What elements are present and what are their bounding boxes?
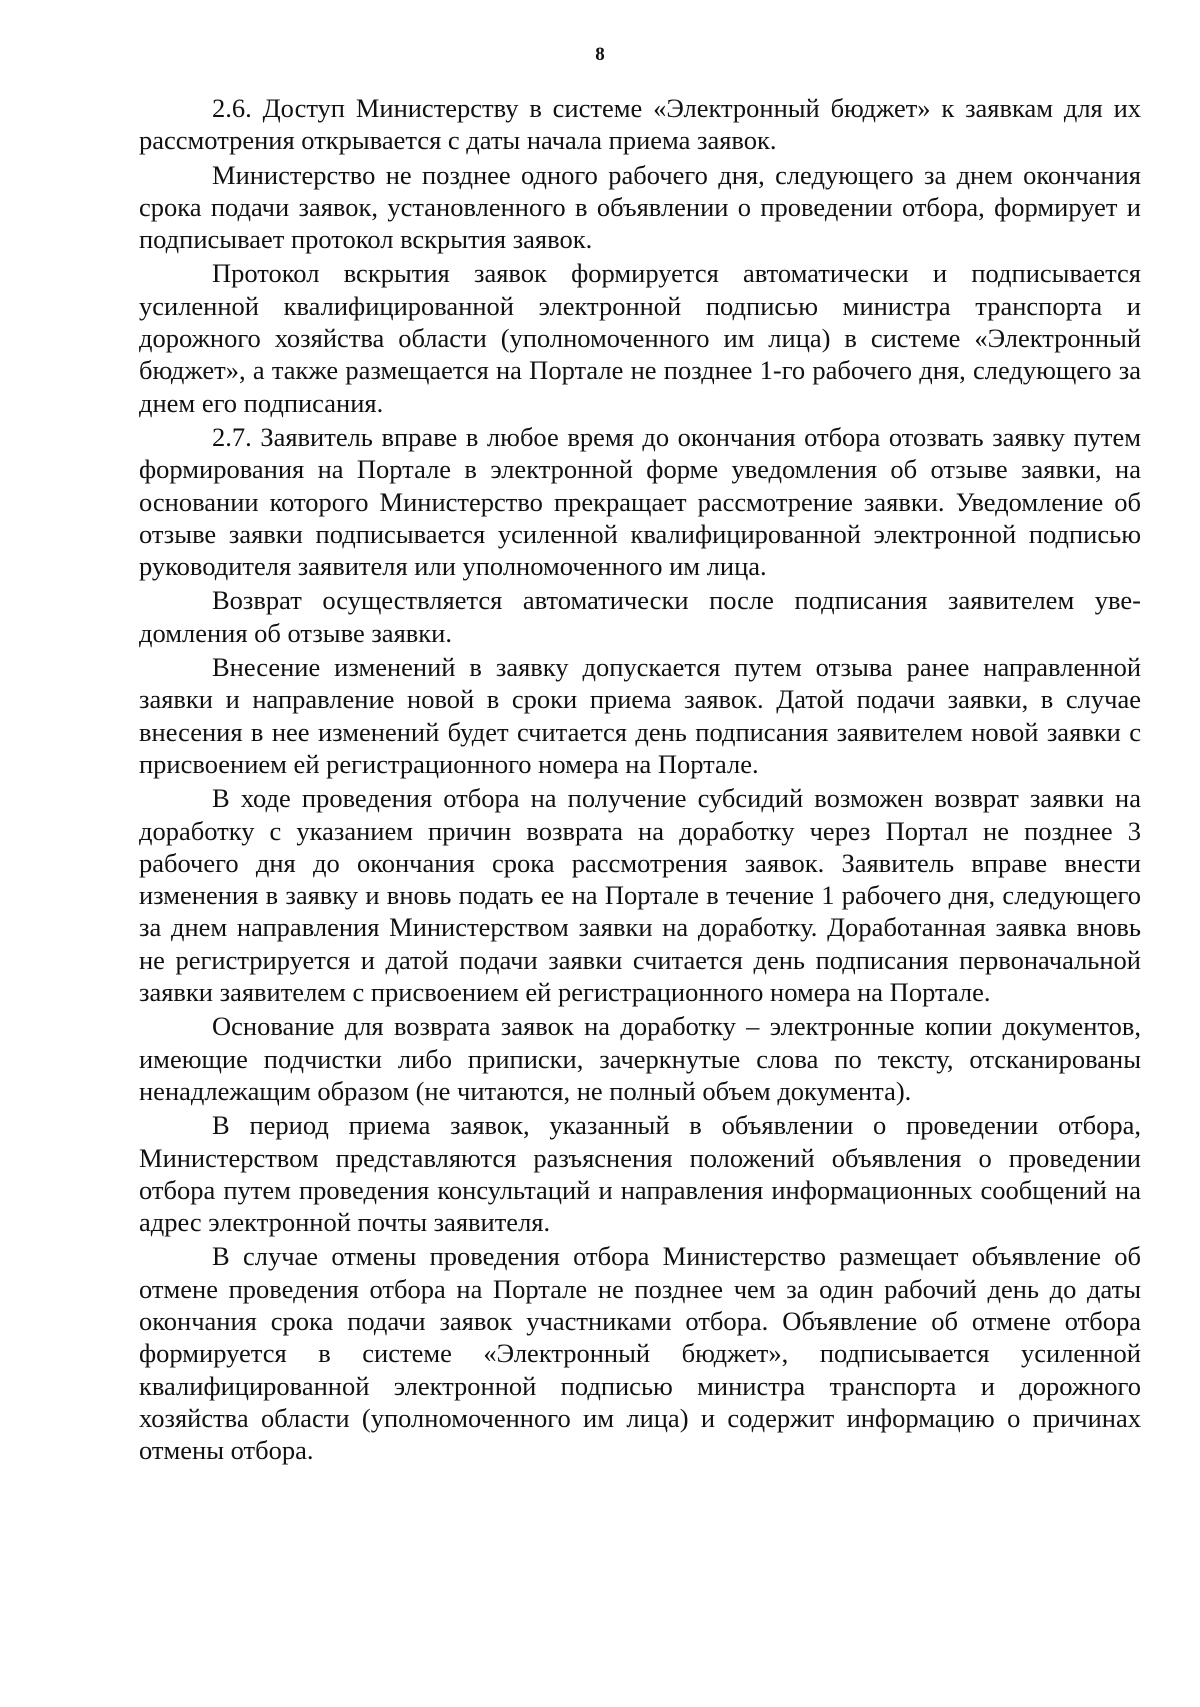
paragraph-rework-return: В ходе проведения отбора на получение субсидий возможен возврат заявки на доработку с указанием причин возврата на доработку через Портал не позднее 3 рабочего дня до окончания срока рассмотрения заявок. Заявитель вправе внести изменения в заявку и вновь подать ее на Портале в течение 1 рабочего дня, следующего за днем направления Министерством заявки на доработку. Доработанная заявка вновь не регистрируется и датой подачи заявки считается день подписания первоначальной заявки заявителем с присвоением ей регистрационного номера на Портале.	[139, 783, 1141, 1008]
page-number: 8	[595, 44, 605, 65]
paragraph-protocol-signing: Протокол вскрытия заявок формируется автоматически и подписывается усиленной квалифицированной электронной подписью министра транспорта и дорожного хозяйства области (уполномоченного им лица) в системе «Электронный бюджет», а также размещается на Портале не позднее 1-го рабочего дня, следующего за днем его подписания.	[139, 258, 1141, 418]
paragraph-return-automatic: Возврат осуществляется автоматически после подписания заявителем уведомления об отзыве заявки.	[139, 585, 1141, 648]
paragraph-protocol-deadline: Министерство не позднее одного рабочего дня, следующего за днем окончания срока подачи заявок, установленного в объявлении о проведении отбора, формирует и подписывает протокол вскрытия заявок.	[139, 159, 1141, 255]
document-body	[139, 92, 1141, 1466]
paragraph-amendments: Внесение изменений в заявку допускается путем отзыва ранее направленной заявки и направление новой в сроки приема заявок. Датой подачи заявки, в случае внесения в нее изменений будет считается день подписания заявителем новой заявки с присвоением ей регистрационного номера на Портале.	[139, 652, 1141, 779]
paragraph-2-7: 2.7. Заявитель вправе в любое время до окончания отбора отозвать заявку путем формирования на Портале в электронной форме уведомления об отзыве заявки, на основании которого Министерство прекращает рассмотрение заявки. Уведомление об отзыве заявки подписывается усиленной квалифицированной электронной подписью руководителя заявителя или уполномоченного им лица.	[139, 421, 1141, 582]
paragraph-consultations: В период приема заявок, указанный в объявлении о проведении отбора, Министерством представляются разъяснения положений объявления о проведении отбора путем проведения консультаций и направления информационных сообщений на адрес электронной почты заявителя.	[139, 1110, 1141, 1238]
paragraph-2-6: 2.6. Доступ Министерству в системе «Электронный бюджет» к заявкам для их рассмотрения открывается с даты начала приема заявок.	[139, 93, 1141, 156]
paragraph-cancellation: В случае отмены проведения отбора Министерство размещает объявление об отмене проведения отбора на Портале не позднее чем за один рабочий день до даты окончания срока подачи заявок участниками отбора. Объявление об отмене отбора формируется в системе «Электронный бюджет», подписывается усиленной квалифицированной электронной подписью министра транспорта и дорожного хозяйства области (уполномоченного им лица) и содержит информацию о причинах отмены отбора.	[139, 1241, 1141, 1466]
paragraph-rework-grounds: Основание для возврата заявок на доработку – электронные копии документов, имеющие подчистки либо приписки, зачеркнутые слова по тексту, отсканированы ненадлежащим образом (не читаются, не полный объем документа).	[139, 1011, 1141, 1106]
